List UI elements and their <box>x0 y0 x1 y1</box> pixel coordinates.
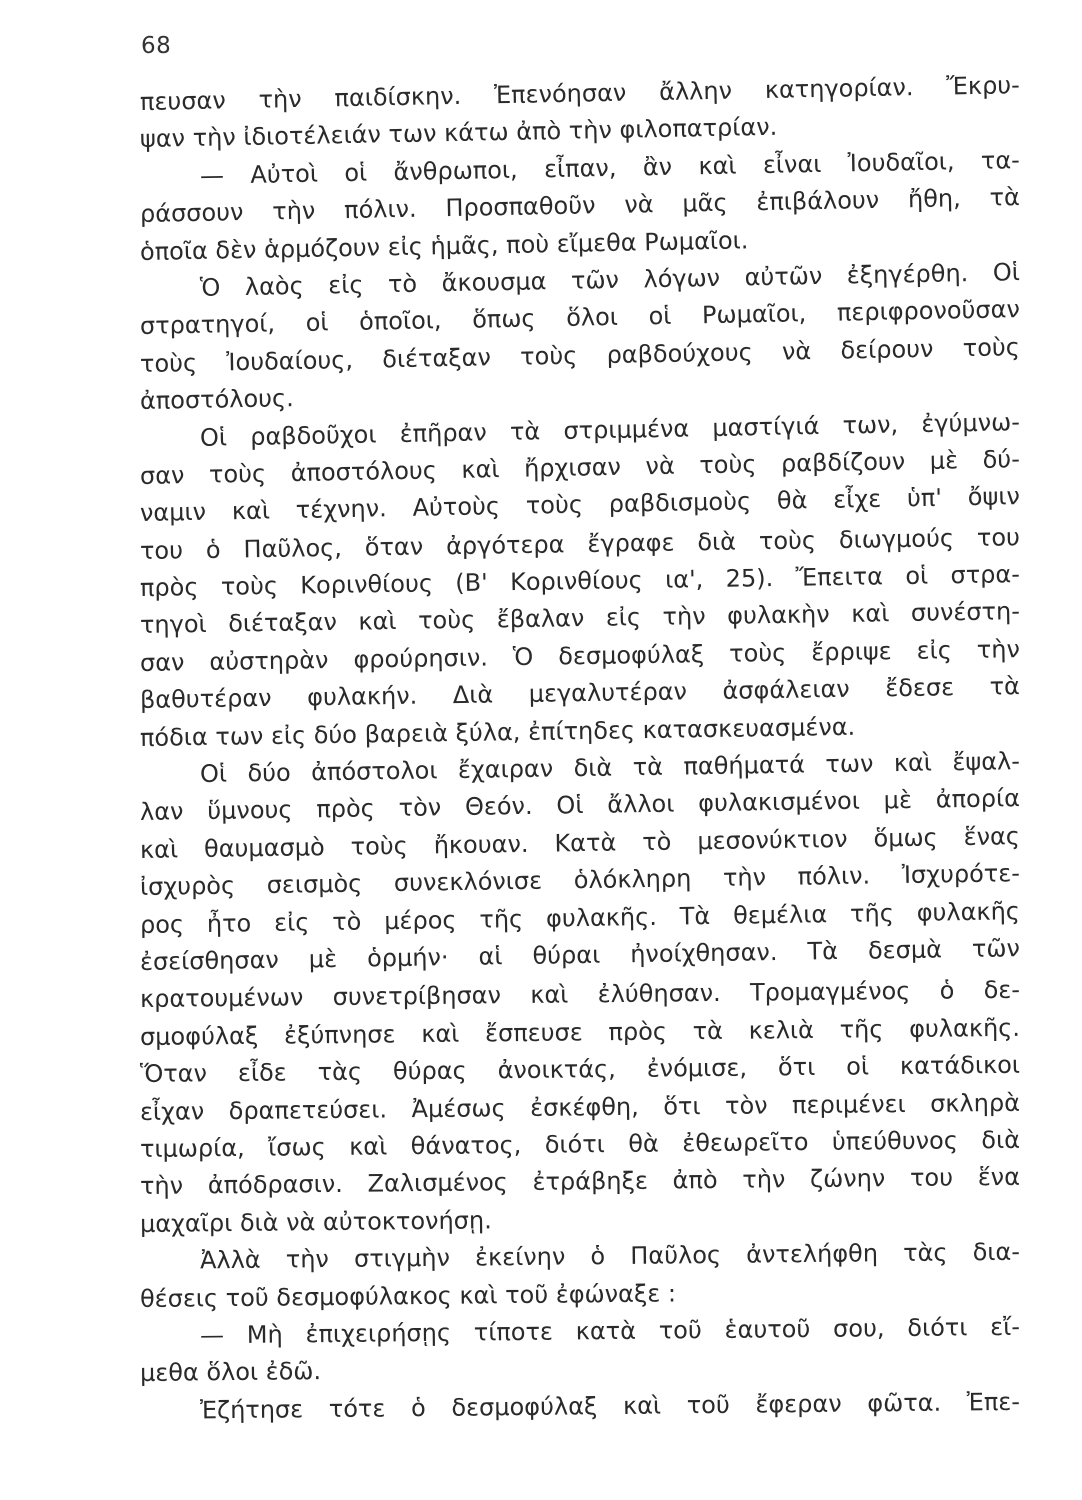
page-number: 68 <box>141 33 172 59</box>
text-line: ράσσουν τὴν πόλιν. Προσπαθοῦν νὰ μᾶς ἐπιβάλουν ἤθη, τὰ <box>139 183 1021 229</box>
text-line: Ὅταν εἶδε τὰς θύρας ἀνοικτάς, ἐνόμισε, ὅτι οἱ κατάδικοι <box>139 1050 1021 1089</box>
text-line: σμοφύλαξ ἐξύπνησε καὶ ἔσπευσε πρὸς τὰ κελιὰ τῆς φυλακῆς. <box>139 1013 1021 1051</box>
text-line: του ὁ Παῦλος, ὅταν ἀργότερα ἔγραφε διὰ τοὺς διωγμούς του <box>139 522 1021 565</box>
text-line: — Αὐτοὶ οἱ ἄνθρωποι, εἶπαν, ἂν καὶ εἶναι Ἰουδαῖοι, τα- <box>199 145 1021 190</box>
text-line: τιμωρία, ἴσως καὶ θάνατος, διότι θὰ ἐθεωρεῖτο ὑπεύθυνος διὰ <box>139 1125 1021 1163</box>
text-line: Ἀλλὰ τὴν στιγμὴν ἐκείνην ὁ Παῦλος ἀντελήφθη τὰς δια- <box>199 1237 1021 1275</box>
text-line: τὴν ἀπόδρασιν. Ζαλισμένος ἐτράβηξε ἀπὸ τὴν ζώνην του ἕνα <box>139 1163 1021 1201</box>
text-line: βαθυτέραν φυλακήν. Διὰ μεγαλυτέραν ἀσφάλειαν ἔδεσε τὰ <box>139 672 1021 715</box>
text-line: θέσεις τοῦ δεσμοφύλακος καὶ τοῦ ἐφώναξε : <box>139 1278 677 1313</box>
text-line: ναμιν καὶ τέχνην. Αὐτοὺς τοὺς ραβδισμοὺς θὰ εἶχε ὑπ' ὄψιν <box>139 482 1021 528</box>
text-line: Ἐζήτησε τότε ὁ δεσμοφύλαξ καὶ τοῦ ἔφεραν φῶτα. Ἐπε- <box>199 1387 1021 1425</box>
body-text <box>139 71 1021 1430</box>
text-line: σαν τοὺς ἀποστόλους καὶ ἤρχισαν νὰ τοὺς ραβδίζουν μὲ δύ- <box>139 445 1021 490</box>
text-line: πόδια των εἰς δύο βαρειὰ ξύλα, ἐπίτηδες κατασκευασμένα. <box>139 712 856 752</box>
text-line: μαχαῖρι διὰ νὰ αὐτοκτονήσῃ. <box>139 1206 492 1238</box>
text-line: τοὺς Ἰουδαίους, διέταξαν τοὺς ραβδούχους νὰ δείρουν τοὺς <box>139 332 1021 378</box>
text-line: κρατουμένων συνετρίβησαν καὶ ἐλύθησαν. Τρομαγμένος ὁ δε- <box>139 976 1021 1014</box>
text-line: ἐσείσθησαν μὲ ὁρμήν· αἱ θύραι ἠνοίχθησαν. Τὰ δεσμὰ τῶν <box>139 934 1021 976</box>
text-line: πρὸς τοὺς Κορινθίους (Β' Κορινθίους ια', 25). Ἔπειτα οἱ στρα- <box>139 560 1021 603</box>
text-line: ἀποστόλους. <box>139 384 295 416</box>
text-line: λαν ὕμνους πρὸς τὸν Θεόν. Οἱ ἄλλοι φυλακισμένοι μὲ ἀπορία <box>139 784 1021 827</box>
text-line: πευσαν τὴν παιδίσκην. Ἐπενόησαν ἄλλην κατηγορίαν. Ἔκρυ- <box>139 71 1021 116</box>
text-line: ψαν τὴν ἰδιοτέλειάν των κάτω ἀπὸ τὴν φιλοπατρίαν. <box>139 113 778 154</box>
text-line: ρος ἦτο εἰς τὸ μέρος τῆς φυλακῆς. Τὰ θεμέλια τῆς φυλακῆς <box>139 896 1021 939</box>
text-line: — Μὴ ἐπιχειρήσῃς τίποτε κατὰ τοῦ ἑαυτοῦ σου, διότι εἴ- <box>199 1312 1021 1350</box>
text-line: μεθα ὅλοι ἐδῶ. <box>139 1357 322 1388</box>
text-line: Οἱ δύο ἀπόστολοι ἔχαιραν διὰ τὰ παθήματά των καὶ ἔψαλ- <box>199 747 1021 789</box>
text-line: Οἱ ραβδοῦχοι ἐπῆραν τὰ στριμμένα μαστίγιά των, ἐγύμνω- <box>199 407 1021 452</box>
text-line: Ὁ λαὸς εἰς τὸ ἄκουσμα τῶν λόγων αὐτῶν ἐξηγέρθη. Οἱ <box>199 258 1021 302</box>
text-line: τηγοὶ διέταξαν καὶ τοὺς ἔβαλαν εἰς τὴν φυλακὴν καὶ συνέστη- <box>139 597 1021 640</box>
text-line: καὶ θαυμασμὸ τοὺς ἤκουαν. Κατὰ τὸ μεσονύκτιον ὅμως ἕνας <box>139 821 1021 864</box>
text-line: ὁποῖα δὲν ἁρμόζουν εἰς ἡμᾶς, ποὺ εἴμεθα Ρωμαῖοι. <box>139 225 749 266</box>
text-line: εἶχαν δραπετεύσει. Ἀμέσως ἐσκέφθη, ὅτι τὸν περιμένει σκληρὰ <box>139 1088 1021 1126</box>
text-line: σαν αὐστηρὰν φρούρησιν. Ὁ δεσμοφύλαξ τοὺς ἔρριψε εἰς τὴν <box>139 635 1021 677</box>
text-line: στρατηγοί, οἱ ὁποῖοι, ὅπως ὅλοι οἱ Ρωμαῖοι, περιφρονοῦσαν <box>139 295 1021 341</box>
text-line: ἰσχυρὸς σεισμὸς συνεκλόνισε ὁλόκληρη τὴν πόλιν. Ἰσχυρότε- <box>139 859 1021 902</box>
